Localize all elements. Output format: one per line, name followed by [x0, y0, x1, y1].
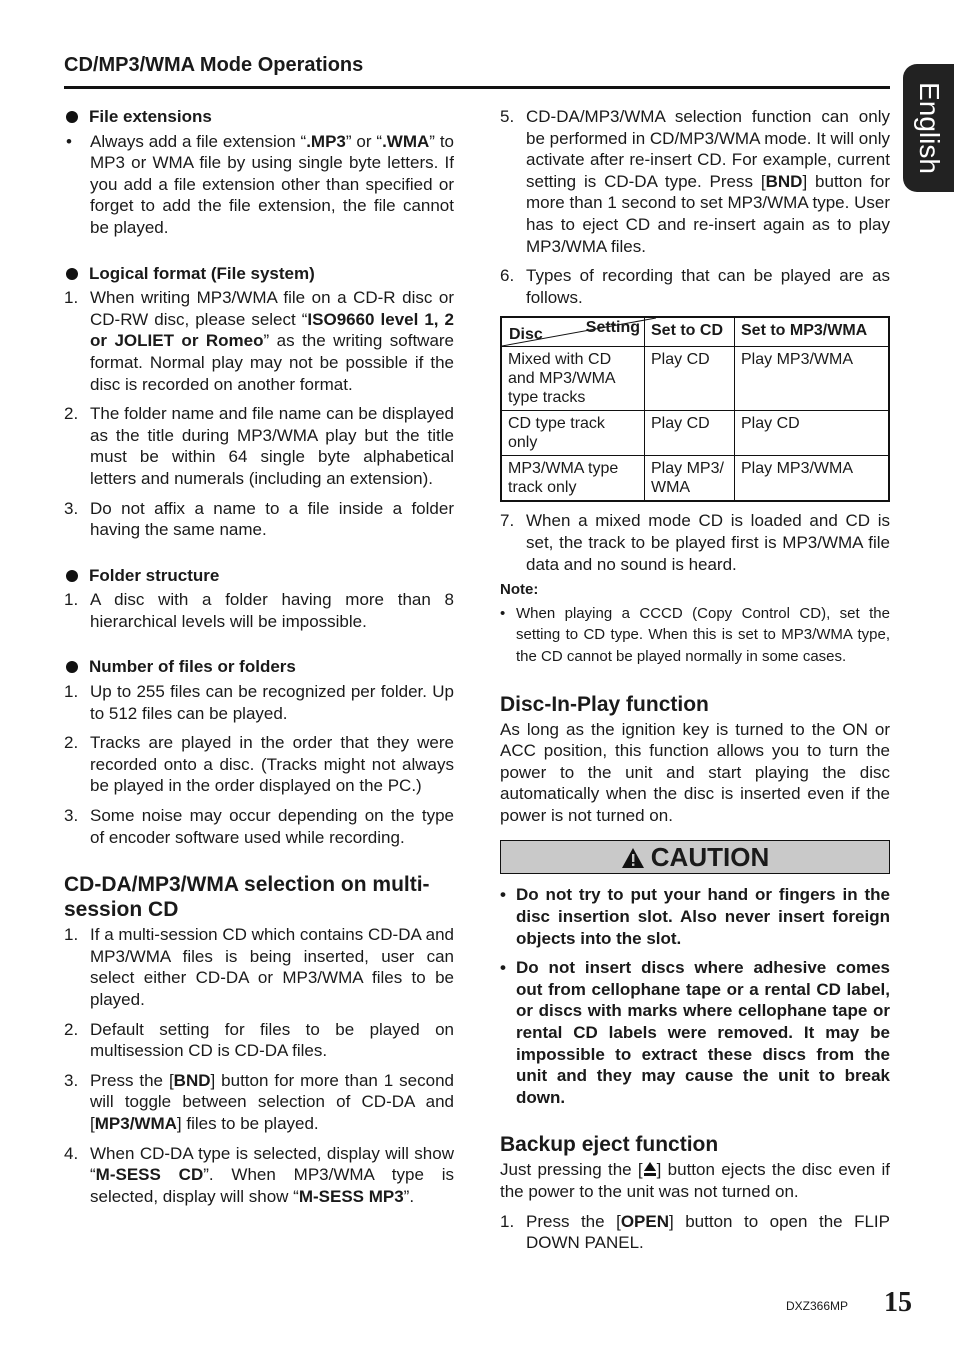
text: When a mixed mode CD is loaded and CD is set, the track to be played first is MP3/WMA file data and no sound is heard.: [526, 511, 890, 574]
multisession-item-7: 7. When a mixed mode CD is loaded and CD is set, the track to be played first is MP3/WMA file data and no sound is heard.: [500, 511, 890, 574]
text: Press the [: [526, 1211, 621, 1231]
column-header: Set to MP3/WMA: [735, 317, 890, 347]
caution-banner: [500, 840, 890, 874]
text: A disc with a folder having more than 8 hierarchical levels will be impossible.: [90, 590, 454, 631]
disc-in-play-heading: Disc-In-Play function: [500, 692, 709, 716]
text: ] button to open the FLIP DOWN PANEL.: [526, 1211, 890, 1253]
text: Press the [: [90, 1070, 174, 1090]
file-extensions-bullet: [64, 131, 454, 239]
caution-bullet-2: • Do not insert discs where adhesive comes out from cellophane tape or a rental CD label, or discs with marks where cellophane tape or rental CD labels were removed. It may be impossible to extract these discs from the unit and they may cause the unit to break down.: [500, 957, 890, 1108]
text-bold: OPEN: [620, 1211, 669, 1231]
logical-item-2: 2. The folder name and file name can be displayed as the title during MP3/WMA play but the title must be within 64 single byte alphabetical letters and numerals (including an extension).: [64, 404, 454, 488]
multisession-item-3: 3. Press the [BND] button for more than 1 second will toggle between selection of CD-DA and [MP3/WMA] files to be played.: [64, 1070, 454, 1133]
text: Types of recording that can be played are as follows.: [526, 266, 890, 307]
multisession-item-2: 2. Default setting for files to be played on multisession CD is CD-DA files.: [64, 1019, 454, 1061]
table-header-row: [501, 317, 889, 347]
backup-item-1: 1. Press the [OPEN] button to open the FLIP DOWN PANEL.: [500, 1211, 890, 1253]
left-column: [64, 106, 454, 1207]
text: ”.: [403, 1186, 415, 1206]
section-title: CD/MP3/WMA Mode Operations: [64, 54, 364, 76]
logical-item-3: 3. Do not affix a name to a file inside a folder having the same name.: [64, 498, 454, 540]
text: Tracks are played in the order that they were recorded onto a disc. (Tracks might not always be played in the order displayed on the PC.): [90, 733, 454, 796]
text: Default setting for files to be played on multisession CD is CD-DA files.: [90, 1019, 454, 1061]
note-heading: Note:: [500, 581, 539, 599]
table-cell: Play CD: [645, 347, 735, 411]
text: ” to MP3 or WMA file by using single byte letters. If you add a file extension other than specified or forget to add the file extension, the file cannot be played.: [90, 131, 455, 237]
file-extensions-heading: File extensions: [64, 106, 454, 128]
text-bold: M-SESS CD: [95, 1165, 204, 1185]
text: Just pressing the [: [500, 1160, 643, 1180]
caution-bullet-1: • Do not try to put your hand or fingers in the disc insertion slot. Also never insert foreign objects into the slot.: [500, 884, 890, 949]
numfiles-item-3: 3. Some noise may occur depending on the type of encoder software used while recording.: [64, 806, 454, 847]
text: Some noise may occur depending on the type of encoder software used while recording.: [90, 806, 454, 847]
page-number: 15: [884, 1287, 912, 1318]
multisession-item-5: 5. CD-DA/MP3/WMA selection function can only be performed in CD/MP3/WMA mode. It will only activate after re-insert CD. For example, current setting is CD-DA type. Press [BND] button for more than 1 second to set MP3/WMA type. User has to eject CD and re-insert again as to play MP3/WMA files.: [500, 107, 891, 256]
note-text: • When playing a CCCD (Copy Control CD), set the setting to CD type. When this is set to MP3/WMA type, the CD cannot be played normally in some cases.: [500, 603, 890, 668]
text-bold: .WMA: [382, 131, 430, 151]
folder-item-1: 1. A disc with a folder having more than 8 hierarchical levels will be impossible.: [64, 590, 454, 631]
text: Up to 255 files can be recognized per folder. Up to 512 files can be played.: [90, 682, 454, 723]
text: ] button for more than 1 second to set MP3/WMA type. User has to eject CD and re-insert again as to play MP3/WMA files.: [526, 171, 891, 256]
text-bold: BND: [765, 171, 803, 191]
text: Do not affix a name to a file inside a folder having the same name.: [90, 498, 454, 540]
table-cell: Play MP3/WMA: [735, 347, 890, 411]
folder-structure-heading: Folder structure: [64, 565, 454, 587]
text: When writing MP3/WMA file on a CD-R disc or CD-RW disc, please select “: [90, 288, 454, 329]
text: If a multi-session CD which contains CD-DA and MP3/WMA files is being inserted, user can select either CD-DA or MP3/WMA files to be played.: [90, 925, 454, 1009]
table-corner-cell: [501, 317, 645, 347]
right-column: [500, 106, 890, 1254]
text-bold: MP3/WMA: [94, 1113, 177, 1133]
text: Always add a file extension “: [90, 131, 307, 151]
caution-title: CAUTION: [650, 842, 770, 873]
table-cell: Play MP3/ WMA: [645, 456, 735, 502]
text: ” as the writing software format. Normal play may not be possible if the disc is recorded on another format.: [90, 331, 455, 394]
eject-icon: [643, 1161, 657, 1177]
table-row: [501, 411, 889, 456]
text-bold: M-SESS MP3: [298, 1186, 404, 1206]
table-cell: Play MP3/WMA: [735, 456, 890, 502]
multisession-heading: CD-DA/MP3/WMA selection on multi-session CD: [64, 873, 430, 922]
text: ] button for more than 1 second will toggle between selection of CD-DA and [: [90, 1070, 454, 1133]
text: When CD-DA type is selected, display will show “: [90, 1143, 454, 1185]
table-row: [501, 347, 889, 411]
multisession-item-1: 1. If a multi-session CD which contains CD-DA and MP3/WMA files is being inserted, user can select either CD-DA or MP3/WMA files to be played.: [64, 925, 454, 1009]
text: CD-DA/MP3/WMA selection function can only be performed in CD/MP3/WMA mode. It will only activate after re-insert CD. For example, current setting is CD-DA type. Press [: [526, 107, 890, 191]
logical-item-1: 1. When writing MP3/WMA file on a CD-R disc or CD-RW disc, please select “ISO9660 level 1, 2 or JOLIET or Romeo” as the writing software format. Normal play may not be possible if the disc is recorded on another format.: [64, 288, 455, 394]
column-header: Set to CD: [645, 317, 735, 347]
numfiles-item-1: 1. Up to 255 files can be recognized per folder. Up to 512 files can be played.: [64, 682, 454, 723]
backup-eject-heading: Backup eject function: [500, 1133, 719, 1157]
corner-disc-label: Disc: [509, 326, 543, 344]
table-row: [501, 456, 889, 502]
numfiles-item-2: 2. Tracks are played in the order that they were recorded onto a disc. (Tracks might not always be played in the order displayed on the PC.): [64, 733, 454, 796]
disc-in-play-body: As long as the ignition key is turned to the ON or ACC position, this function allows you to turn the power to the unit and start playing the disc automatically when the disc is inserted even if the power is not turned on.: [500, 719, 890, 825]
table-cell: Play CD: [735, 411, 890, 456]
logical-format-heading: Logical format (File system): [64, 263, 454, 285]
table-cell: Play CD: [645, 411, 735, 456]
text: ”. When MP3/WMA type is selected, display will show “: [90, 1165, 454, 1206]
text: ” or “: [345, 131, 383, 151]
header-rule: [64, 86, 890, 89]
number-of-files-heading: Number of files or folders: [64, 656, 454, 678]
text-bold: BND: [173, 1070, 211, 1090]
warning-icon: [621, 847, 645, 869]
model-number: DXZ366MP: [786, 1299, 849, 1313]
text: The folder name and file name can be displayed as the title during MP3/WMA play but the title must be within 64 single byte alphabetical letters and numerals (including an extension).: [90, 404, 454, 488]
text: ] button ejects the disc even if the power to the unit was not turned on.: [500, 1160, 890, 1201]
multisession-item-4: 4. When CD-DA type is selected, display will show “M-SESS CD”. When MP3/WMA type is selected, display will show “M-SESS MP3”.: [64, 1143, 454, 1206]
table-cell: MP3/WMA type track only: [501, 456, 645, 502]
multisession-item-6: 6. Types of recording that can be played are as follows.: [500, 266, 890, 307]
table-cell: CD type track only: [501, 411, 645, 456]
corner-setting-label: Setting: [585, 319, 640, 337]
recording-types-table: [500, 316, 890, 502]
text-bold: ISO9660 level 1, 2 or JOLIET or Romeo: [90, 309, 454, 351]
table-cell: Mixed with CD and MP3/WMA type tracks: [501, 347, 645, 411]
language-tab-label: English: [913, 82, 945, 174]
backup-eject-body: [500, 1159, 890, 1202]
language-tab: [903, 64, 954, 192]
text: ] files to be played.: [176, 1113, 319, 1133]
text-bold: .MP3: [306, 131, 346, 151]
